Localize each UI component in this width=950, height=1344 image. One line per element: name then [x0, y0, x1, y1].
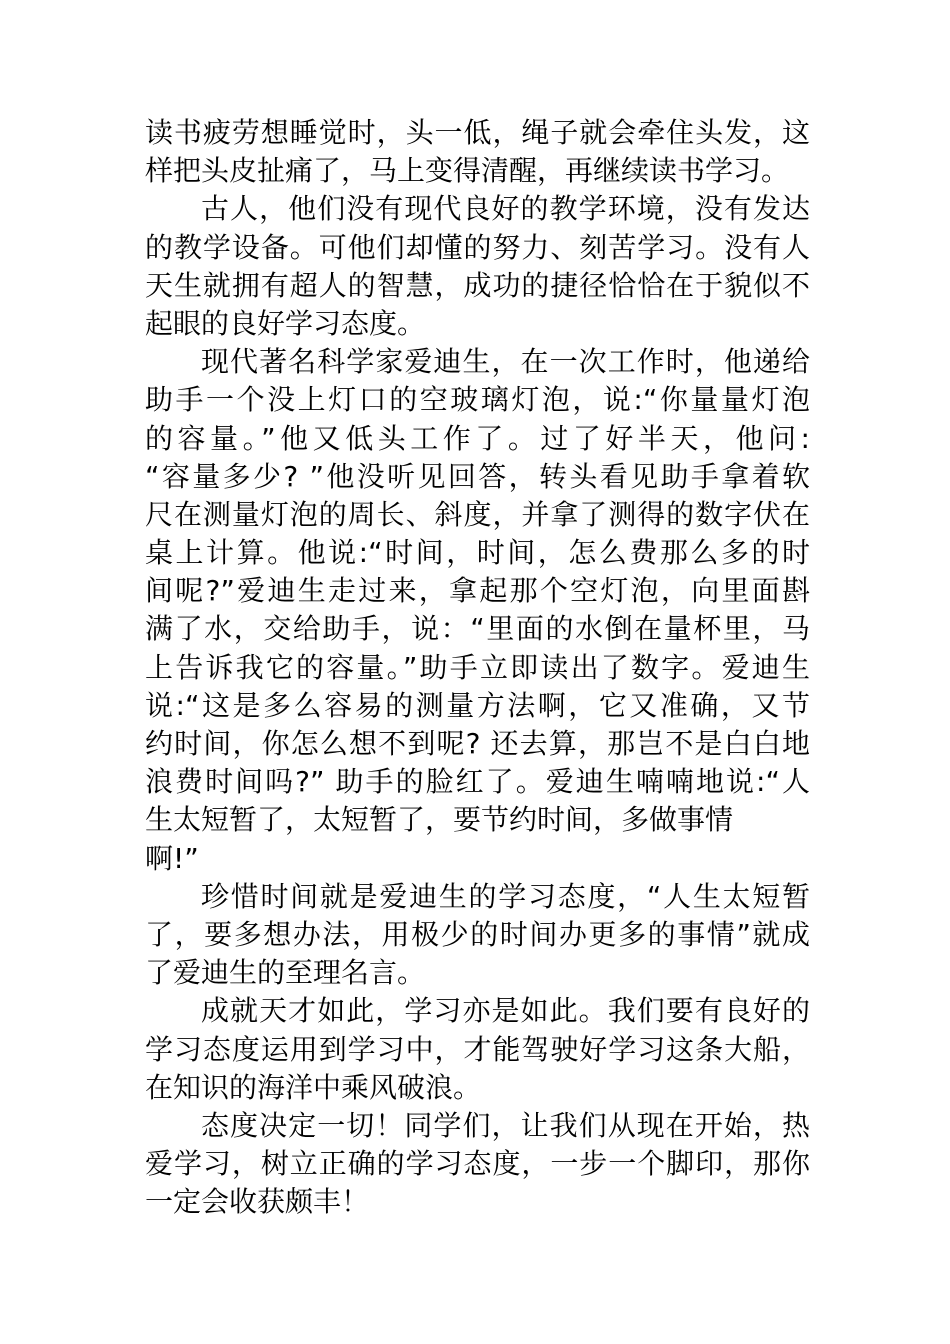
text-line: 起眼的良好学习态度。: [145, 306, 426, 340]
text-line: 桌上计算。他说:“时间，时间，怎么费那么多的时: [145, 536, 810, 570]
text-line: 上告诉我它的容量。”助手立即读出了数字。爱迪生: [145, 650, 810, 684]
text-line: 啊!”: [145, 841, 199, 875]
text-line: 成就天才如此，学习亦是如此。我们要有良好的: [201, 994, 810, 1028]
text-line: 学习态度运用到学习中，才能驾驶好学习这条大船，: [145, 1032, 810, 1066]
text-line: “容量多少? ”他没听见回答，转头看见助手拿着软: [145, 459, 810, 493]
text-line: 生太短暂了，太短暂了，要节约时间，多做事情: [145, 803, 734, 837]
text-line: 助手一个没上灯口的空玻璃灯泡，说:“你量量灯泡: [145, 383, 810, 417]
text-line: 浪费时间吗?” 助手的脸红了。爱迪生喃喃地说:“人: [145, 765, 810, 799]
text-line: 的教学设备。可他们却懂的努力、刻苦学习。没有人: [145, 230, 810, 264]
text-line: 说:“这是多么容易的测量方法啊，它又准确，又节: [145, 688, 810, 722]
text-line: 一定会收获颇丰！: [145, 1185, 370, 1219]
text-line: 样把头皮扯痛了，马上变得清醒，再继续读书学习。: [145, 154, 790, 188]
text-line: 了爱迪生的至理名言。: [145, 956, 426, 990]
text-line: 尺在测量灯泡的周长、斜度，并拿了测得的数字伏在: [145, 497, 810, 531]
text-line: 满了水，交给助手，说：“里面的水倒在量杯里，马: [145, 612, 810, 646]
text-line: 读书疲劳想睡觉时，头一低，绳子就会牵住头发，这: [145, 116, 810, 149]
text-line: 约时间，你怎么想不到呢? 还去算，那岂不是白白地: [145, 727, 810, 760]
text-line: 的容量。”他又低头工作了。过了好半天，他问:: [145, 421, 810, 455]
text-line: 间呢?”爱迪生走过来，拿起那个空灯泡，向里面斟: [145, 574, 810, 608]
text-line: 天生就拥有超人的智慧，成功的捷径恰恰在于貌似不: [145, 268, 810, 302]
text-line: 态度决定一切！同学们，让我们从现在开始，热: [201, 1108, 810, 1142]
text-line: 爱学习，树立正确的学习态度，一步一个脚印，那你: [145, 1147, 810, 1181]
text-line: 了，要多想办法，用极少的时间办更多的事情”就成: [145, 917, 810, 951]
text-line: 珍惜时间就是爱迪生的学习态度，“人生太短暂: [201, 879, 810, 913]
text-line: 现代著名科学家爱迪生，在一次工作时，他递给: [201, 345, 810, 379]
text-line: 古人，他们没有现代良好的教学环境，没有发达: [201, 192, 810, 226]
body-text: [145, 114, 810, 1221]
text-line: 在知识的海洋中乘风破浪。: [145, 1070, 482, 1104]
